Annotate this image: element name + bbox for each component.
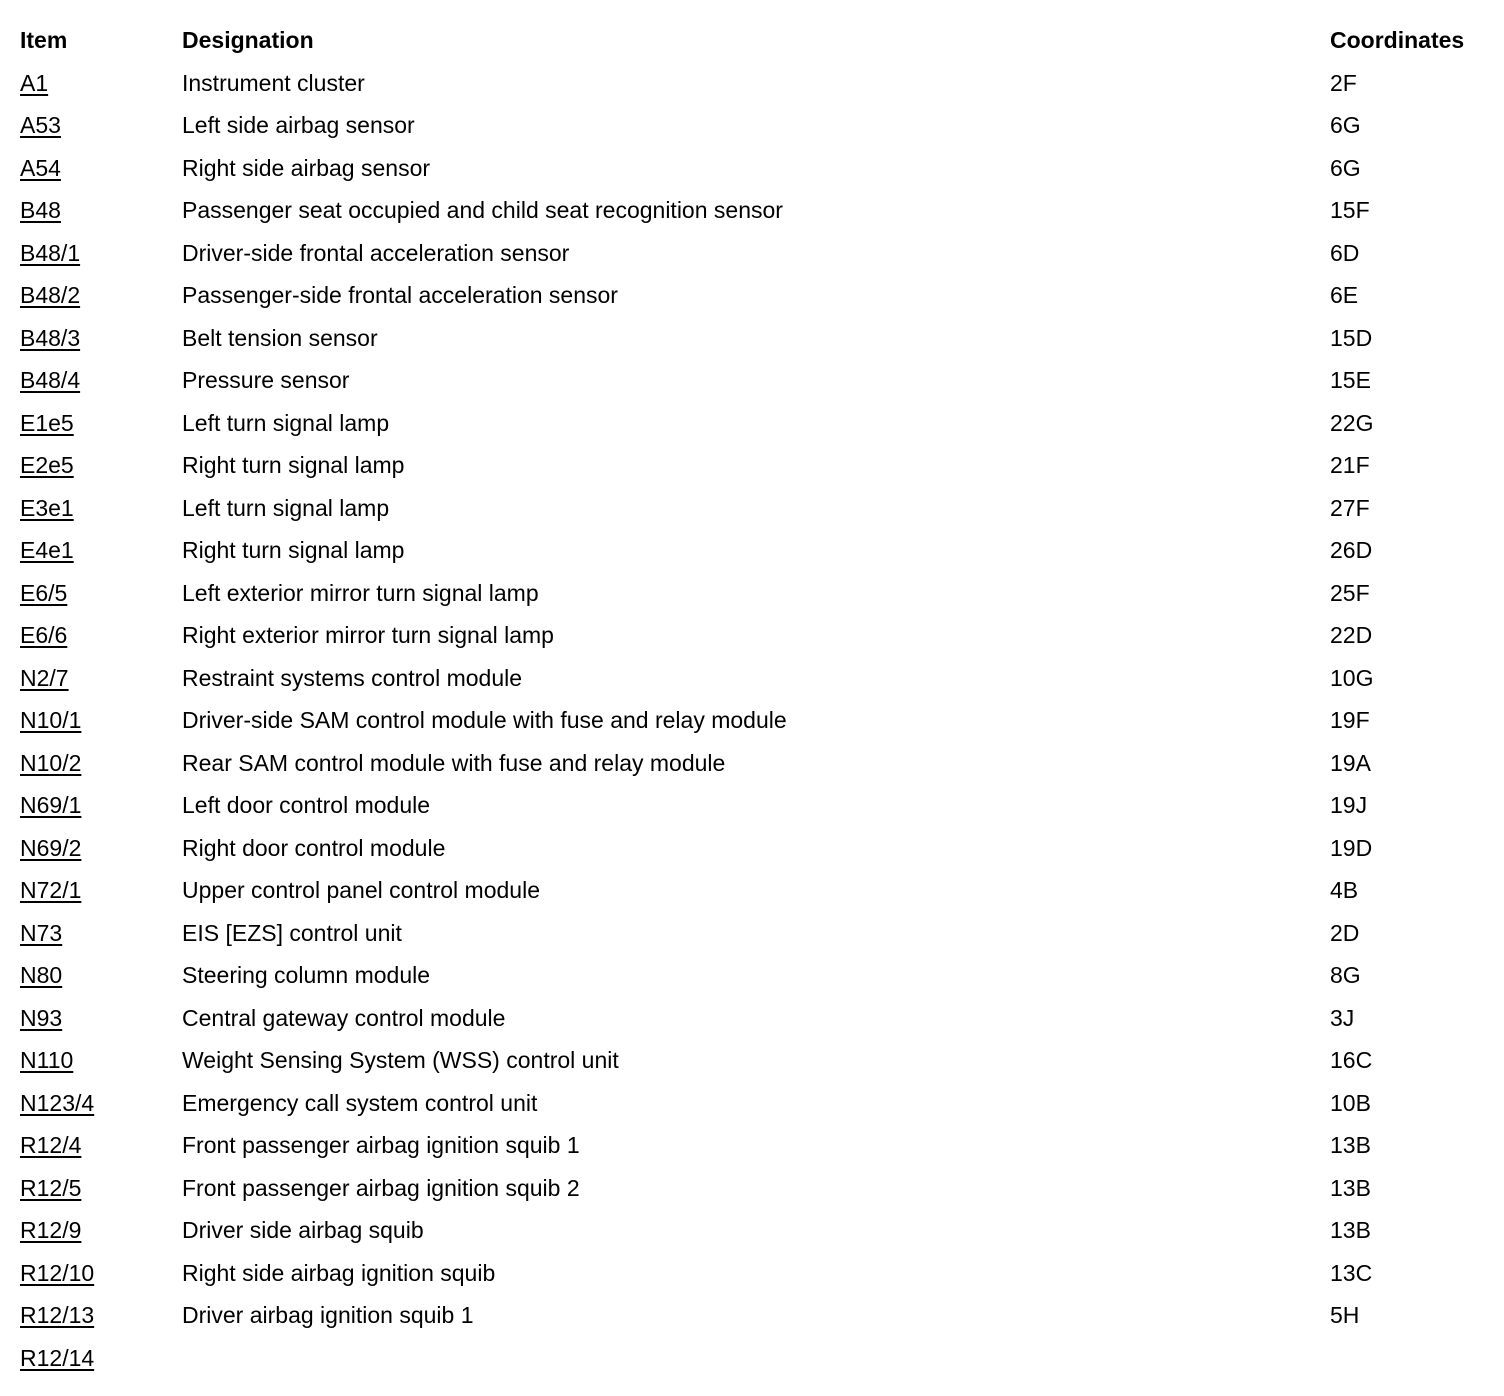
- item-link[interactable]: N80: [20, 962, 63, 988]
- table-row: [20, 957, 1484, 1000]
- coordinates-cell: 15E: [1330, 367, 1371, 393]
- item-link[interactable]: E6/6: [20, 622, 68, 648]
- item-link[interactable]: R12/9: [20, 1217, 82, 1243]
- table-row: [20, 320, 1484, 363]
- table-row: [20, 1297, 1484, 1340]
- designation-cell: Passenger-side frontal acceleration sensor: [182, 282, 618, 308]
- coordinates-cell: 2D: [1330, 919, 1360, 946]
- designation-cell: Left exterior mirror turn signal lamp: [182, 579, 539, 606]
- designation-cell: Rear SAM control module with fuse and relay module: [182, 749, 726, 776]
- table-row: [20, 1042, 1484, 1085]
- table-row: [20, 702, 1484, 745]
- component-legend-table: [20, 22, 1484, 1382]
- table-row: [20, 1170, 1484, 1213]
- item-link[interactable]: A53: [20, 112, 61, 138]
- item-link[interactable]: R12/10: [20, 1259, 95, 1286]
- table-row: [20, 1000, 1484, 1043]
- item-link[interactable]: E3e1: [20, 494, 74, 521]
- item-link[interactable]: N110: [20, 1047, 74, 1073]
- item-link[interactable]: N123/4: [20, 1089, 95, 1116]
- table-row: [20, 192, 1484, 235]
- table-body: [20, 65, 1484, 1383]
- table-row: [20, 1127, 1484, 1170]
- table-row: [20, 1085, 1484, 1128]
- coordinates-cell: 5H: [1330, 1302, 1360, 1328]
- designation-cell: Central gateway control module: [182, 1004, 506, 1031]
- item-link[interactable]: N93: [20, 1004, 63, 1031]
- coordinates-cell: 21F: [1330, 452, 1370, 478]
- designation-cell: Driver side airbag squib: [182, 1217, 424, 1243]
- table-row: [20, 915, 1484, 958]
- item-link[interactable]: B48/1: [20, 239, 81, 266]
- coordinates-cell: 10G: [1330, 664, 1374, 691]
- item-link[interactable]: A54: [20, 154, 61, 181]
- table-row: [20, 65, 1484, 108]
- coordinates-cell: 6D: [1330, 239, 1360, 266]
- item-link[interactable]: N72/1: [20, 877, 82, 903]
- designation-cell: Left turn signal lamp: [182, 409, 390, 436]
- designation-cell: Left side airbag sensor: [182, 112, 415, 138]
- coordinates-cell: 19A: [1330, 749, 1371, 776]
- item-link[interactable]: R12/13: [20, 1302, 95, 1328]
- table-header-row: [20, 22, 1484, 65]
- designation-cell: Instrument cluster: [182, 69, 365, 96]
- coordinates-cell: 19D: [1330, 834, 1373, 861]
- coordinates-cell: 13B: [1330, 1217, 1371, 1243]
- designation-cell: Weight Sensing System (WSS) control unit: [182, 1047, 619, 1073]
- designation-cell: Pressure sensor: [182, 367, 350, 393]
- designation-cell: Right turn signal lamp: [182, 537, 405, 563]
- item-link[interactable]: B48: [20, 197, 61, 223]
- coordinates-cell: 13B: [1330, 1174, 1371, 1201]
- item-link[interactable]: E6/5: [20, 579, 68, 606]
- table-row: [20, 1340, 1484, 1383]
- item-link[interactable]: R12/5: [20, 1174, 82, 1201]
- table-row: [20, 660, 1484, 703]
- coordinates-cell: 15D: [1330, 324, 1373, 351]
- designation-cell: Emergency call system control unit: [182, 1089, 538, 1116]
- item-link[interactable]: N69/1: [20, 792, 82, 818]
- coordinates-cell: 8G: [1330, 962, 1361, 988]
- item-link[interactable]: B48/4: [20, 367, 81, 393]
- coordinates-cell: 26D: [1330, 537, 1373, 563]
- designation-cell: Right turn signal lamp: [182, 452, 405, 478]
- header-designation: Designation: [182, 27, 314, 53]
- item-link[interactable]: N73: [20, 919, 63, 946]
- designation-cell: Driver airbag ignition squib 1: [182, 1302, 474, 1328]
- table-row: [20, 745, 1484, 788]
- designation-cell: Front passenger airbag ignition squib 1: [182, 1132, 580, 1158]
- table-row: [20, 362, 1484, 405]
- designation-cell: Driver-side frontal acceleration sensor: [182, 239, 570, 266]
- table-row: [20, 447, 1484, 490]
- coordinates-cell: 22G: [1330, 409, 1374, 436]
- coordinates-cell: 6G: [1330, 154, 1361, 181]
- table-row: [20, 787, 1484, 830]
- coordinates-cell: 27F: [1330, 494, 1370, 521]
- item-link[interactable]: N10/1: [20, 707, 82, 733]
- designation-cell: Driver-side SAM control module with fuse and relay module: [182, 707, 787, 733]
- header-item: Item: [20, 27, 68, 53]
- designation-cell: Right side airbag ignition squib: [182, 1259, 496, 1286]
- designation-cell: Front passenger airbag ignition squib 2: [182, 1174, 580, 1201]
- designation-cell: Left door control module: [182, 792, 431, 818]
- item-link[interactable]: R12/4: [20, 1132, 82, 1158]
- coordinates-cell: 13C: [1330, 1259, 1373, 1286]
- coordinates-cell: 10B: [1330, 1089, 1371, 1116]
- table-row: [20, 490, 1484, 533]
- designation-cell: Upper control panel control module: [182, 877, 540, 903]
- table-row: [20, 107, 1484, 150]
- table-row: [20, 235, 1484, 278]
- item-link[interactable]: N10/2: [20, 749, 82, 776]
- header-coordinates: Coordinates: [1330, 27, 1465, 53]
- item-link[interactable]: E4e1: [20, 537, 74, 563]
- coordinates-cell: 15F: [1330, 197, 1370, 223]
- table-row: [20, 617, 1484, 660]
- designation-cell: Restraint systems control module: [182, 664, 523, 691]
- coordinates-cell: 6E: [1330, 282, 1359, 308]
- coordinates-cell: 22D: [1330, 622, 1373, 648]
- table-row: [20, 872, 1484, 915]
- designation-cell: Left turn signal lamp: [182, 494, 390, 521]
- table-row: [20, 405, 1484, 448]
- item-link[interactable]: A1: [20, 69, 49, 96]
- coordinates-cell: 3J: [1330, 1004, 1355, 1031]
- coordinates-cell: 19F: [1330, 707, 1370, 733]
- designation-cell: Belt tension sensor: [182, 324, 378, 351]
- designation-cell: Right side airbag sensor: [182, 154, 431, 181]
- table-row: [20, 277, 1484, 320]
- table-row: [20, 1212, 1484, 1255]
- designation-cell: EIS [EZS] control unit: [182, 919, 402, 946]
- item-link[interactable]: N69/2: [20, 834, 82, 861]
- item-link[interactable]: E1e5: [20, 409, 74, 436]
- table-row: [20, 150, 1484, 193]
- coordinates-cell: 4B: [1330, 877, 1359, 903]
- table-row: [20, 830, 1484, 873]
- designation-cell: Passenger seat occupied and child seat recognition sensor: [182, 197, 783, 223]
- designation-cell: Right door control module: [182, 834, 446, 861]
- designation-cell: Steering column module: [182, 962, 431, 988]
- coordinates-cell: 25F: [1330, 579, 1370, 606]
- designation-cell: Right exterior mirror turn signal lamp: [182, 622, 554, 648]
- coordinates-cell: 19J: [1330, 792, 1368, 818]
- item-link[interactable]: N2/7: [20, 664, 69, 691]
- table-row: [20, 1255, 1484, 1298]
- item-link[interactable]: E2e5: [20, 452, 74, 478]
- item-link[interactable]: R12/14: [20, 1344, 95, 1371]
- coordinates-cell: 13B: [1330, 1132, 1371, 1158]
- coordinates-cell: 6G: [1330, 112, 1361, 138]
- item-link[interactable]: B48/2: [20, 282, 81, 308]
- table-row: [20, 575, 1484, 618]
- table-row: [20, 532, 1484, 575]
- coordinates-cell: 16C: [1330, 1047, 1373, 1073]
- coordinates-cell: 2F: [1330, 69, 1357, 96]
- item-link[interactable]: B48/3: [20, 324, 81, 351]
